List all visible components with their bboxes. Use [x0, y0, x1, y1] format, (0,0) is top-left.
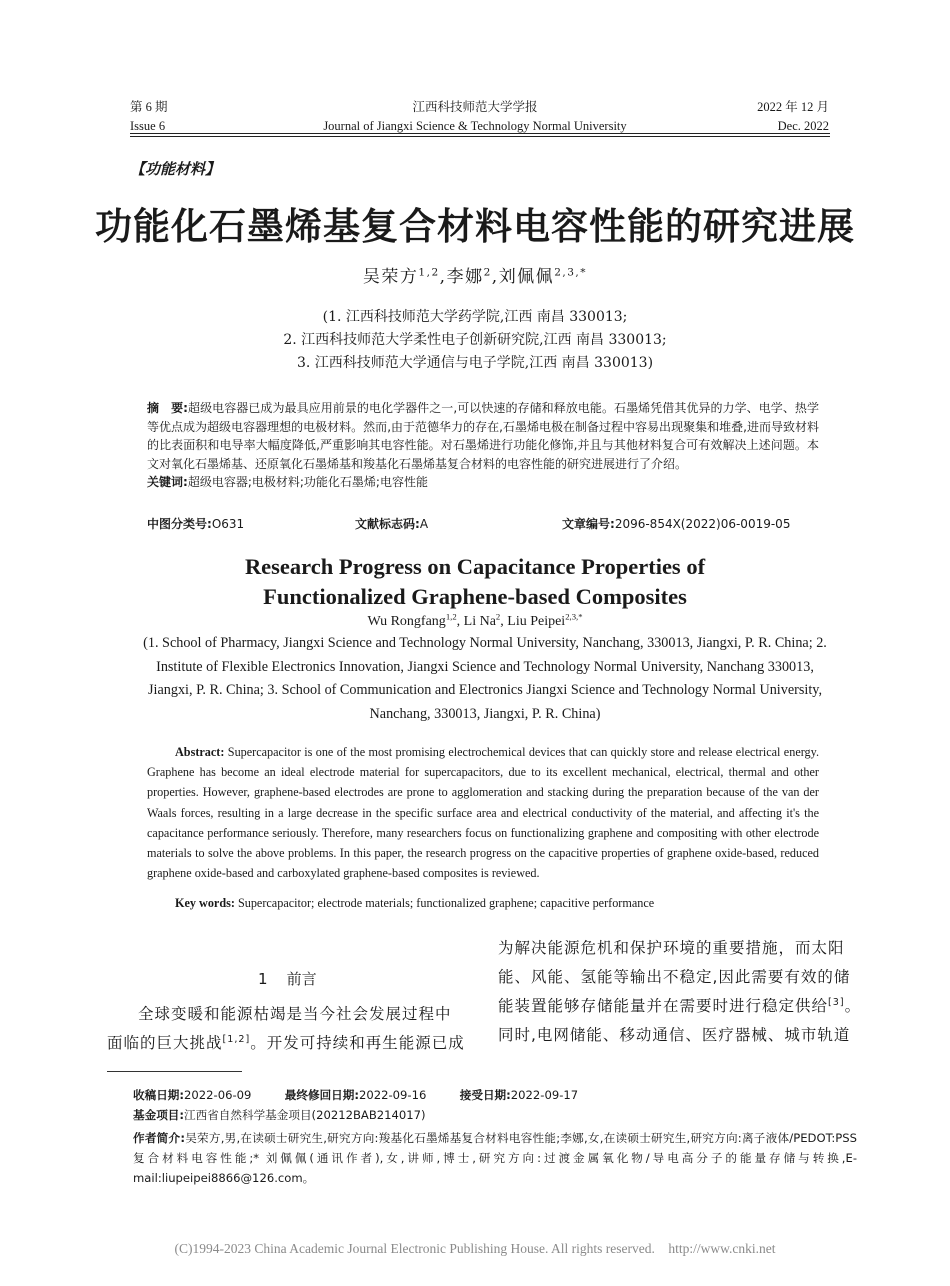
revised-date: 2022-09-16	[358, 1088, 427, 1102]
keywords-en-label: Key words:	[175, 896, 235, 910]
header-journal-zh: 江西科技师范大学学报	[412, 100, 538, 114]
revised-label: 最终修回日期:	[284, 1088, 359, 1102]
received-label: 收稿日期:	[133, 1088, 185, 1102]
accepted-label: 接受日期:	[459, 1088, 511, 1102]
abstract-zh-label: 摘 要:	[147, 401, 188, 415]
article-number-label: 文章编号:	[562, 517, 615, 531]
header-journal-en: Journal of Jiangxi Science & Technology Normal University	[323, 119, 627, 133]
authors-en	[0, 611, 950, 630]
section-1-number: 1	[258, 970, 268, 988]
section-1-heading	[258, 968, 317, 989]
section-tag: 【功能材料】	[130, 160, 221, 178]
title-zh: 功能化石墨烯基复合材料电容性能的研究进展	[95, 205, 855, 248]
title-en-line-1: Research Progress on Capacitance Properties of	[244, 554, 706, 579]
body-left-column	[107, 1000, 467, 1058]
title-en	[0, 552, 950, 612]
keywords-zh-text: 超级电容器;电极材料;功能化石墨烯;电容性能	[187, 475, 428, 490]
affiliation-zh-1: (1. 江西科技师范大学药学院,江西 南昌 330013;	[322, 309, 628, 325]
authors-zh	[0, 262, 950, 287]
author-en-3: Liu Peipei	[507, 614, 566, 629]
body-left-text: 全球变暖和能源枯竭是当今社会发展过程中面临的巨大挑战	[107, 1005, 452, 1052]
accepted-date: 2022-09-17	[510, 1088, 579, 1102]
footnote-dates	[133, 1085, 857, 1105]
copyright-notice: (C)1994-2023 China Academic Journal Electronic Publishing House. All rights reserved. http://www.cnki.net	[174, 1241, 776, 1256]
bio-text: 吴荣方,男,在读硕士研究生,研究方向:羧基化石墨烯基复合材料电容性能;李娜,女,在读硕士研究生,研究方向:离子液体/PEDOT:PSS 复合材料电容性能;* 刘佩佩(通讯作者),女,讲师,博士,研究方向:过渡金属氧化物/导电高分子的能量存储与转换,E-mail:liupeipei8866@126.com。	[133, 1131, 857, 1185]
author-zh-3-sup: 2,3,*	[554, 266, 588, 279]
abstract-en-text: Supercapacitor is one of the most promising electrochemical devices that can quickly store and release electrical energy. Graphene has become an ideal electrode material for supercapacitors, due to its excellent mechanical, electrical, thermal and other properties. However, graphene-based electrodes are prone to agglomeration and stacking during the preparation because of the van der Waals forces, resulting in a large decrease in the specific surface area and electrical conductivity of the material, and affecting it's the capacitance performance seriously. Therefore, many researchers focus on functionalizing graphene and compositing with other electrode materials to solve the above problems. In this paper, the research progress on the capacitive properties of graphene oxide-based, reduced graphene oxide-based and carboxylated graphene-based composites is reviewed.	[147, 745, 820, 881]
author-en-1: Wu Rongfang	[367, 614, 446, 629]
body-right-text-2: 。同时,电网储能、移动通信、医疗器械、城市轨道	[498, 997, 862, 1044]
clc-value: O631	[211, 517, 245, 531]
doc-value: A	[419, 517, 429, 531]
footnote-bio	[133, 1128, 857, 1188]
classification-doc	[355, 515, 428, 532]
fund-label: 基金项目:	[133, 1108, 185, 1122]
keywords-zh-label: 关键词:	[147, 475, 188, 490]
section-1-title: 前言	[286, 970, 317, 988]
fund-text: 江西省自然科学基金项目(20212BAB214017)	[184, 1108, 426, 1122]
bio-label: 作者简介:	[133, 1131, 185, 1145]
affiliations-zh	[0, 306, 950, 375]
body-left-tail: 。开发可持续和再生能源已成	[250, 1034, 465, 1052]
abstract-en-label: Abstract:	[175, 745, 225, 759]
article-number-value: 2096-854X(2022)06-0019-05	[614, 517, 791, 531]
author-en-1-sup: 1,2	[445, 611, 457, 622]
affiliations-en: (1. School of Pharmacy, Jiangxi Science and Technology Normal University, Nanchang, 330013, Jiangxi, P. R. China; 2. Institute of Flexible Electronics Innovation, Jiangxi Science and Technology Normal University, Nanchang 330013, Jiangxi, P. R. China; 3. School of Communication and Electronics Jiangxi Science and Technology Normal University, Nanchang, 330013, Jiangxi, P. R. China)	[143, 635, 827, 722]
author-zh-sep-2: ,	[491, 267, 499, 287]
received-date: 2022-06-09	[184, 1088, 252, 1102]
keywords-en-text: Supercapacitor; electrode materials; functionalized graphene; capacitive performance	[237, 896, 655, 910]
author-en-sep-1: ,	[456, 614, 464, 629]
author-en-sep-2: ,	[500, 614, 508, 629]
header-date-zh: 2022 年 12 月	[757, 100, 829, 114]
header-date	[757, 98, 829, 136]
keywords-en	[175, 896, 654, 911]
body-right-text-1: 为解决能源危机和保护环境的重要措施，而太阳能、风能、氢能等输出不稳定,因此需要有效的储能装置能够存储能量并在需要时进行稳定供给	[498, 939, 851, 1015]
body-right-column	[498, 934, 862, 1050]
author-en-2-sup: 2	[495, 611, 501, 622]
affiliation-zh-3: 3. 江西科技师范大学通信与电子学院,江西 南昌 330013)	[296, 355, 654, 371]
header-date-en: Dec. 2022	[777, 119, 829, 133]
abstract-en	[147, 742, 819, 883]
header-issue-zh: 第 6 期	[130, 100, 168, 114]
author-zh-sep-1: ,	[439, 267, 447, 287]
abstract-zh-text: 超级电容器已成为最具应用前景的电化学器件之一,可以快速的存储和释放电能。石墨烯凭借其优异的力学、电学、热学等优点成为超级电容器理想的电极材料。然而,由于范德华力的存在,石墨烯电极在制备过程中容易出现聚集和堆叠,进而导致材料的比表面积和电导率大幅度降低,严重影响其电容性能。对石墨烯进行功能化修饰,并且与其他材料复合可有效解决上述问题。本文对氧化石墨烯基、还原氧化石墨烯基和羧基化石墨烯基复合材料的电容性能的研究进展进行了介绍。	[147, 401, 819, 471]
header-rule-bottom	[130, 136, 830, 137]
footnote-fund	[133, 1105, 857, 1125]
header-issue-en: Issue 6	[130, 119, 166, 133]
doc-label: 文献标志码:	[355, 517, 420, 531]
body-right-cite: [3]	[828, 996, 845, 1008]
classification-clc	[147, 515, 244, 532]
body-left-cite: [1,2]	[222, 1033, 251, 1045]
author-en-3-sup: 2,3,*	[565, 611, 583, 622]
author-zh-1-sup: 1,2	[418, 266, 440, 279]
author-zh-3: 刘佩佩	[498, 267, 555, 287]
header-rule-top	[130, 133, 830, 134]
author-zh-2-sup: 2	[483, 266, 492, 279]
author-en-2: Li Na	[463, 614, 496, 629]
clc-label: 中图分类号:	[147, 517, 212, 531]
classification-article	[562, 515, 790, 532]
footnote-separator	[107, 1071, 242, 1072]
title-en-line-2: Functionalized Graphene-based Composites	[263, 584, 687, 609]
abstract-zh	[147, 399, 819, 492]
author-zh-1: 吴荣方	[362, 267, 419, 287]
author-zh-2: 李娜	[446, 267, 484, 287]
affiliation-zh-2: 2. 江西科技师范大学柔性电子创新研究院,江西 南昌 330013;	[283, 332, 667, 348]
keywords-zh	[147, 473, 819, 492]
